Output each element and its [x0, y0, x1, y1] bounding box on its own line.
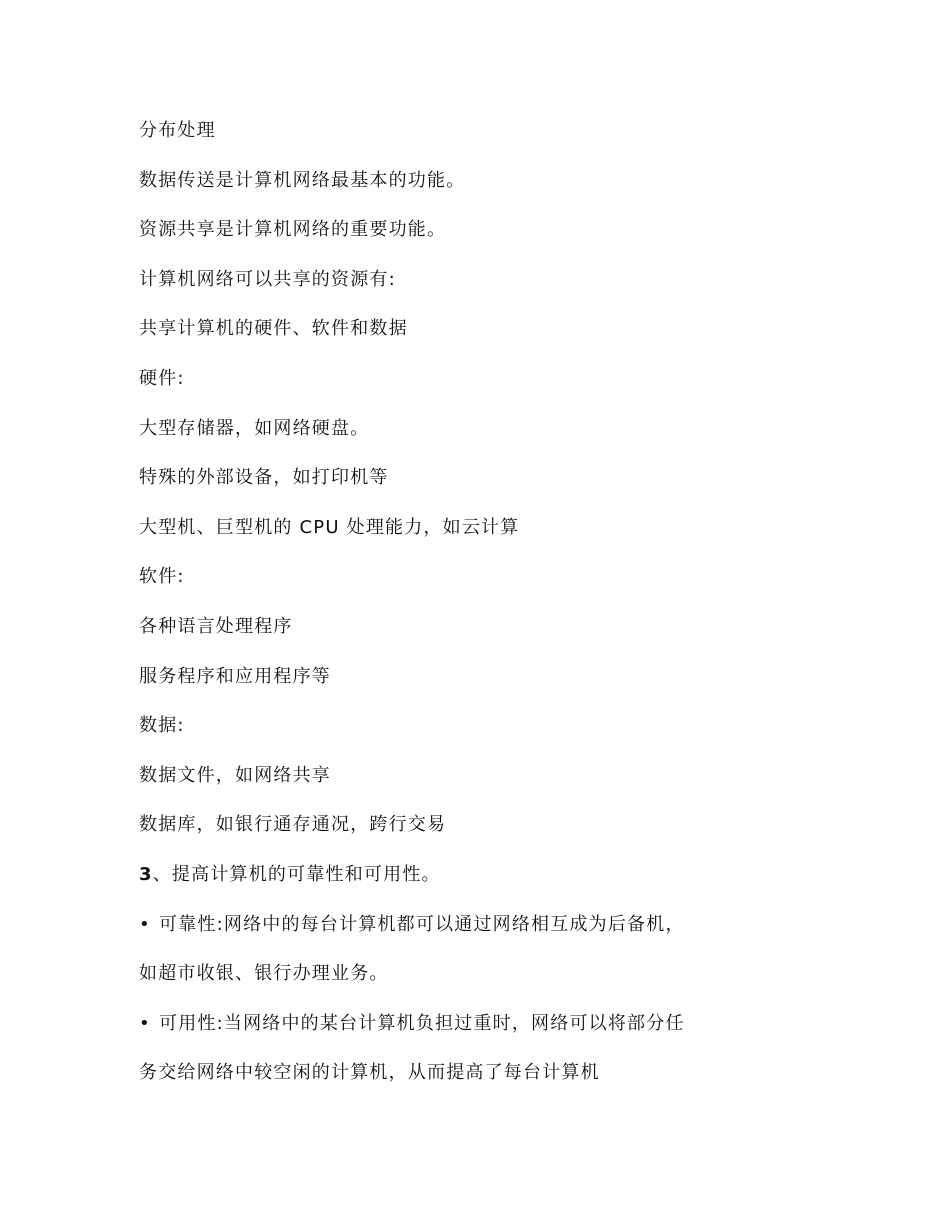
availability-line-1	[139, 1009, 839, 1059]
text-line-distributed-processing: 分布处理	[139, 120, 216, 141]
text-line-share-hardware-software-data: 共享计算机的硬件、软件和数据	[139, 318, 408, 340]
text-line-service-programs: 服务程序和应用程序等	[139, 665, 331, 687]
section-3-heading	[139, 860, 839, 910]
reliability-line-1	[139, 910, 839, 960]
section-title: 、提高计算机的可靠性和可用性。	[152, 863, 441, 885]
reliability-line-2: 如超市收银、银行办理业务。	[139, 963, 389, 985]
heading-data: 数据:	[139, 715, 185, 737]
text-line-mainframe-cpu: 大型机、巨型机的 CPU 处理能力，如云计算	[139, 516, 520, 538]
text-line-special-devices: 特殊的外部设备，如打印机等	[139, 467, 389, 489]
text-line-language-programs: 各种语言处理程序	[139, 615, 293, 637]
heading-software: 软件:	[139, 566, 185, 588]
text-line-data-files: 数据文件，如网络共享	[139, 764, 331, 786]
heading-hardware: 硬件:	[139, 367, 185, 389]
text-line-shareable-resources: 计算机网络可以共享的资源有:	[139, 268, 396, 290]
text-line-data-transfer: 数据传送是计算机网络最基本的功能。	[139, 169, 466, 191]
text-line-databases: 数据库，如银行通存通况，跨行交易	[139, 814, 447, 836]
section-number: 3	[139, 863, 153, 885]
bullet-icon: •	[139, 1012, 151, 1034]
text-line-resource-sharing: 资源共享是计算机网络的重要功能。	[139, 219, 447, 241]
document-body	[139, 116, 839, 1108]
bullet-icon: •	[139, 913, 151, 935]
reliability-text: 可靠性:网络中的每台计算机都可以通过网络相互成为后备机，	[159, 913, 685, 935]
availability-line-2: 务交给网络中较空闲的计算机，从而提高了每台计算机	[139, 1062, 600, 1084]
availability-text: 可用性:当网络中的某台计算机负担过重时，网络可以将部分任	[159, 1012, 685, 1034]
text-line-large-storage: 大型存储器，如网络硬盘。	[139, 417, 370, 439]
